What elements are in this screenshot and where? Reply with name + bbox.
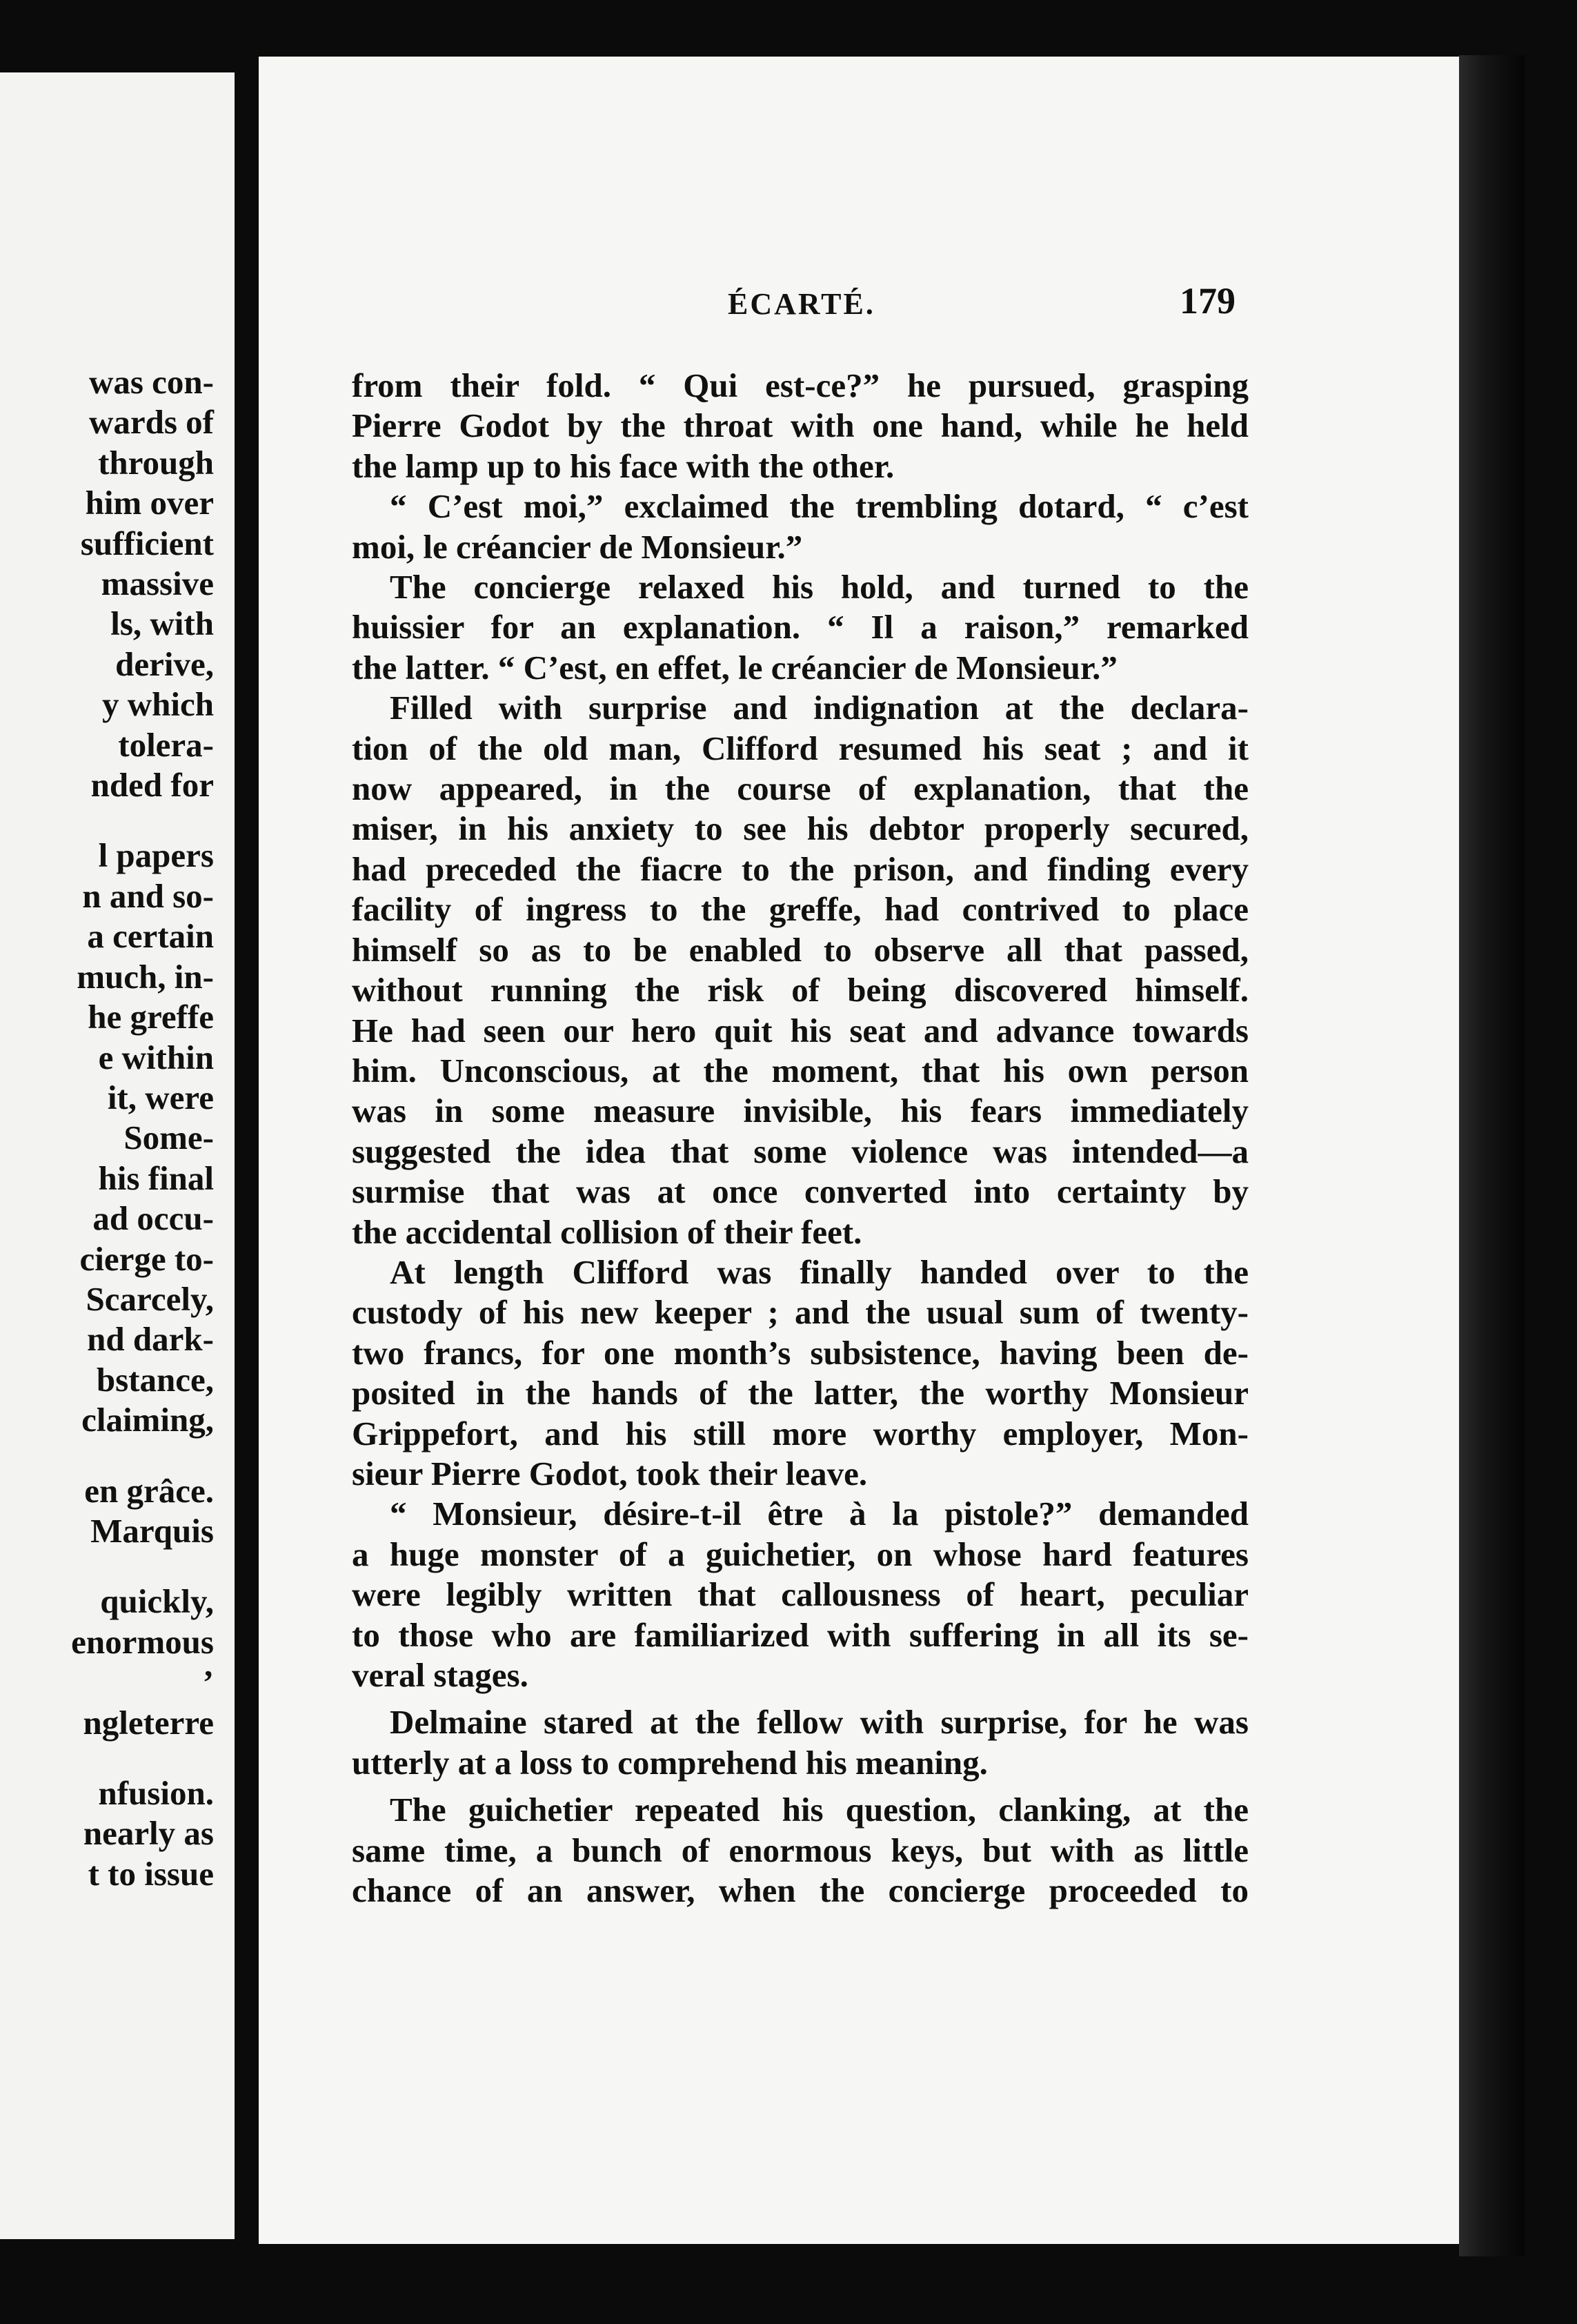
text-line: At length Clifford was finally handed over to the	[390, 1252, 1249, 1291]
left-page-line: t to issue	[88, 1854, 214, 1893]
left-page-line: nearly as	[83, 1814, 214, 1853]
text-line: Delmaine stared at the fellow with surprise, for he was	[390, 1703, 1249, 1742]
left-page-line	[0, 805, 214, 836]
left-page-line	[0, 1441, 214, 1471]
left-page-line: l papers	[98, 836, 214, 875]
text-line: the latter. “ C’est, en effet, le créancier de Monsieur.”	[352, 648, 1118, 687]
left-page-line: his final	[98, 1159, 214, 1197]
body-text	[352, 366, 1249, 1911]
left-page-line: Scarcely,	[86, 1279, 214, 1318]
left-page-line: was con-	[88, 363, 214, 401]
text-line: The guichetier repeated his question, clanking, at the	[390, 1791, 1249, 1829]
text-line: without running the risk of being discovered himself.	[352, 971, 1249, 1010]
text-line: had preceded the fiacre to the prison, and finding every	[352, 849, 1249, 888]
text-line: two francs, for one month’s subsistence, having been de-	[352, 1333, 1249, 1372]
left-page-line: sufficient	[80, 524, 214, 562]
left-page-line: wards of	[88, 403, 214, 442]
left-page-line: Marquis	[90, 1511, 214, 1550]
text-line: same time, a bunch of enormous keys, but with as little	[352, 1831, 1249, 1869]
text-line: custody of his new keeper ; and the usual sum of twenty-	[352, 1293, 1249, 1332]
paragraph-gap	[352, 1783, 1249, 1790]
text-line: the accidental collision of their feet.	[352, 1212, 862, 1251]
text-line: “ Monsieur, désire-t-il être à la pistole?” demanded	[390, 1495, 1249, 1533]
text-line: posited in the hands of the latter, the worthy Monsieur	[352, 1374, 1249, 1412]
left-page-line	[0, 1551, 214, 1582]
text-line: a huge monster of a guichetier, on whose hard features	[352, 1535, 1249, 1573]
text-line: The concierge relaxed his hold, and turned to the	[390, 568, 1249, 607]
left-page-line: a certain	[87, 917, 214, 956]
left-page-line: he greffe	[88, 998, 214, 1036]
text-line: the lamp up to his face with the other.	[352, 446, 895, 485]
text-line: chance of an answer, when the concierge proceeded to	[352, 1871, 1249, 1910]
text-line: He had seen our hero quit his seat and advance towards	[352, 1011, 1249, 1050]
paragraph-gap	[352, 1695, 1249, 1702]
text-line: suggested the idea that some violence was intended—a	[352, 1132, 1249, 1170]
left-page-line: y which	[101, 685, 214, 724]
left-page-line: it, were	[107, 1078, 214, 1116]
left-page-line: quickly,	[100, 1582, 214, 1621]
text-line: were legibly written that callousness of heart, peculiar	[352, 1575, 1249, 1614]
left-page-line: en grâce.	[84, 1471, 214, 1510]
text-line: Filled with surprise and indignation at the declara-	[390, 689, 1249, 727]
text-line: “ C’est moi,” exclaimed the trembling dotard, “ c’est	[390, 487, 1249, 526]
text-line: veral stages.	[352, 1656, 528, 1694]
text-line: facility of ingress to the greffe, had contrived to place	[352, 890, 1249, 929]
left-page-line: ad occu-	[92, 1199, 214, 1238]
text-line: Grippefort, and his still more worthy employer, Mon-	[352, 1414, 1249, 1452]
left-page-line: ls, with	[110, 604, 214, 643]
left-page-line: derive,	[115, 644, 214, 683]
text-line: to those who are familiarized with suffering in all its se-	[352, 1615, 1249, 1654]
left-page-line: nd dark-	[87, 1320, 214, 1359]
left-page-line: Some-	[123, 1119, 214, 1157]
left-page-line: through	[98, 443, 214, 482]
text-line: surmise that was at once converted into certainty by	[352, 1172, 1249, 1211]
left-page-line: cierge to-	[79, 1239, 214, 1278]
text-line: tion of the old man, Clifford resumed his seat ; and it	[352, 729, 1249, 767]
left-page-line: massive	[101, 564, 214, 603]
text-line: huissier for an explanation. “ Il a raison,” remarked	[352, 608, 1249, 647]
left-page-line: ’	[202, 1663, 214, 1702]
left-facing-page	[0, 72, 235, 2239]
left-page-line: much, in-	[77, 957, 214, 996]
left-page-line: n and so-	[82, 876, 214, 915]
text-line: now appeared, in the course of explanation, that the	[352, 769, 1249, 808]
left-page-line: bstance,	[96, 1360, 214, 1399]
left-page-line: him over	[85, 484, 214, 522]
text-line: Pierre Godot by the throat with one hand, while he held	[352, 406, 1249, 445]
left-page-line: nded for	[90, 766, 214, 805]
left-page-line: enormous	[71, 1622, 214, 1661]
text-line: was in some measure invisible, his fears immediately	[352, 1092, 1249, 1130]
text-line: from their fold. “ Qui est-ce?” he pursued, grasping	[352, 366, 1249, 404]
left-page-line: claiming,	[81, 1401, 214, 1439]
text-line: himself so as to be enabled to observe all that passed,	[352, 930, 1249, 969]
left-page-line	[0, 1743, 214, 1773]
left-page-text	[0, 362, 214, 1894]
text-line: sieur Pierre Godot, took their leave.	[352, 1454, 868, 1493]
book-page-edge	[1459, 55, 1525, 2256]
left-page-line: ngleterre	[83, 1703, 214, 1742]
left-page-line: tolera-	[118, 725, 214, 764]
left-page-line: e within	[98, 1038, 214, 1076]
running-head: ÉCARTÉ.	[728, 287, 875, 321]
text-line: him. Unconscious, at the moment, that his own person	[352, 1051, 1249, 1090]
page-number: 179	[1180, 280, 1236, 322]
text-line: utterly at a loss to comprehend his meaning.	[352, 1743, 988, 1782]
text-line: moi, le créancier de Monsieur.”	[352, 527, 803, 566]
left-page-line: nfusion.	[98, 1774, 214, 1812]
text-line: miser, in his anxiety to see his debtor properly secured,	[352, 809, 1249, 848]
